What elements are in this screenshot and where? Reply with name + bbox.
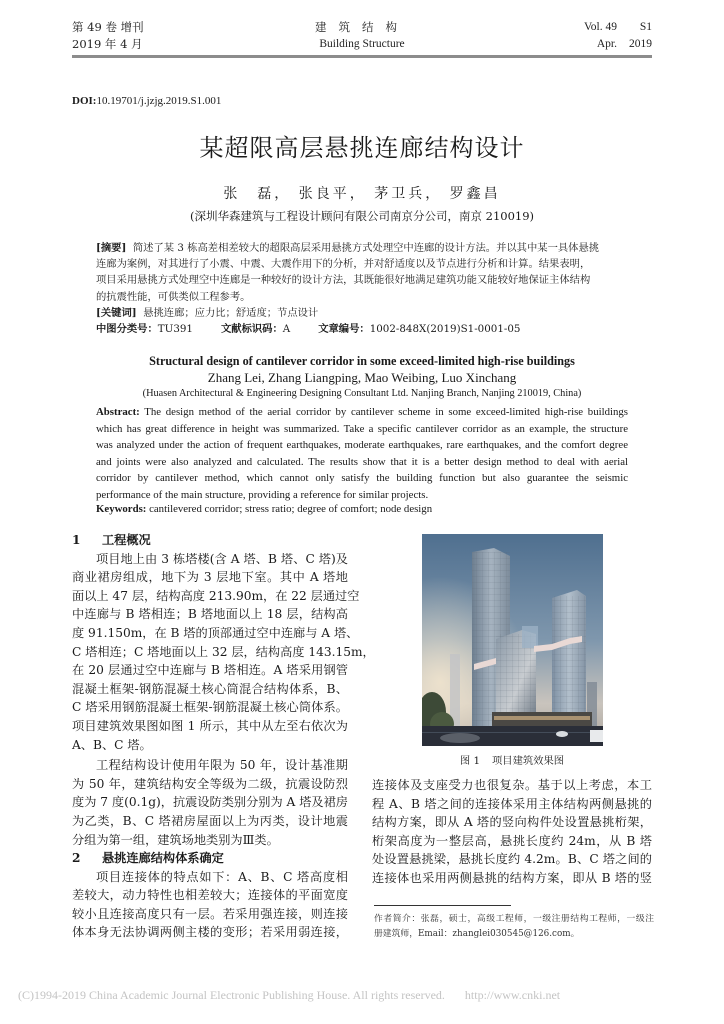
- abstract-cn-label: [摘要]: [96, 242, 127, 254]
- keywords-en-label: Keywords:: [96, 503, 147, 515]
- figure-number: 图 1: [459, 755, 481, 767]
- body-line: 桁架高度为一整层高，悬挑长度约 24m，从 B 塔: [372, 833, 652, 848]
- body-line: 在 20 层通过空中连廊与 B 塔相连。A 塔采用钢管: [72, 663, 348, 678]
- keywords-cn: [关键词] 悬挑连廊；应力比；舒适度；节点设计: [96, 306, 319, 319]
- journal-name-cn: 建筑结构: [315, 20, 409, 34]
- authors-cn: 张 磊， 张良平， 茅卫兵， 罗鑫昌: [223, 186, 501, 202]
- article-no-label: 文章编号：: [318, 323, 370, 335]
- abstract-cn-line: [摘要] 简述了某 3 栋高差相差较大的超限高层采用悬挑方式处理空中连廊的设计方法。并以其中某一具体悬挑: [96, 242, 600, 254]
- clc-value: TU391: [157, 323, 193, 335]
- body-line: 工程结构设计使用年限为 50 年，设计基准期: [96, 758, 348, 773]
- figure-caption: [372, 752, 652, 767]
- building-rendering-image: [422, 534, 603, 746]
- body-line: 体本身无法协调两侧主楼的变形；若采用弱连接，: [72, 925, 348, 940]
- section-heading-1: 1 工程概况: [72, 533, 151, 547]
- volume-issue-cn: 第 49 卷 增刊: [72, 20, 144, 34]
- body-line: 项目建筑效果图如图 1 所示，其中从左至右依次为: [72, 718, 348, 733]
- body-line: 为 50 年，建筑结构安全等级为二级，抗震设防烈: [72, 776, 348, 791]
- volume-en: Vol. 49: [583, 21, 617, 33]
- body-line: A、B、C 塔。: [72, 737, 152, 752]
- body-line: 分组为第一组，建筑场地类别为Ⅲ类。: [72, 832, 279, 847]
- running-header-right: [557, 19, 652, 53]
- cnki-link[interactable]: http://www.cnki.net: [464, 988, 561, 1002]
- body-line: 商业裙房组成，地下为 3 层地下室。其中 A 塔地: [72, 570, 348, 585]
- body-line: 较小且连接高度只有一层。若采用强连接，则连接: [72, 906, 348, 921]
- article-no-value: 1002-848X(2019)S1-0001-05: [369, 323, 521, 335]
- abstract-en-line: which has great difference in height was summarized. Take a specific cantilever corridor as an example, the structure: [96, 422, 628, 435]
- authors-en: Zhang Lei, Zhang Liangping, Mao Weibing, Luo Xinchang: [207, 370, 517, 385]
- affiliation-cn: (深圳华森建筑与工程设计顾问有限公司南京分公司，南京 210019): [189, 209, 535, 223]
- body-line: 连接体及支座受力也很复杂。基于以上考虑，本工: [372, 778, 652, 792]
- body-line: C 塔相连；C 塔地面以上 32 层，结构高度 143.15m，: [72, 644, 375, 659]
- classification-line: [96, 320, 520, 335]
- abstract-en-label: Abstract:: [96, 406, 140, 418]
- paper-title-en: Structural design of cantilever corridor in some exceed-limited high-rise buildings: [149, 354, 575, 368]
- abstract-cn-line: 连廊为案例，对其进行了小震、中震、大震作用下的分析，并对舒适度以及节点进行分析和计算。结果表明，: [96, 258, 591, 271]
- body-line: 为乙类，B、C 塔裙房屋面以上为丙类，设计地震: [72, 813, 348, 828]
- year-en: 2019: [629, 38, 652, 50]
- body-line: 处设置悬挑梁，悬挑长度约 4.2m。B、C 塔之间的: [372, 852, 652, 867]
- author-footnote: [374, 912, 654, 942]
- clc-label: 中图分类号：: [96, 323, 158, 335]
- doc-code-label: 文献标识码：: [220, 323, 283, 335]
- body-column-left: [72, 531, 375, 942]
- footnote-line: 册建筑师，Email：zhanglei030545@126.com。: [374, 929, 580, 939]
- header-rule: [72, 55, 652, 58]
- body-line: 面以上 47 层，结构高度 213.90m，在 22 层通过空: [72, 588, 360, 603]
- body-line: 项目地上由 3 栋塔楼(含 A 塔、B 塔、C 塔)及: [96, 551, 348, 566]
- figure-caption-text: 项目建筑效果图: [492, 755, 565, 767]
- body-line: 中连廊与 B 塔相连；B 塔地面以上 18 层，结构高: [72, 607, 348, 622]
- section-heading-2: 2 悬挑连廊结构体系确定: [72, 851, 224, 866]
- figure-building-rendering: [422, 534, 603, 746]
- affiliation-en: (Huasen Architectural & Engineering Designing Consultant Ltd. Nanjing Branch, Nanjing 210019, China): [142, 388, 582, 399]
- body-line: 程 A、B 塔之间的连接体采用主体结构两侧悬挑的: [372, 796, 652, 811]
- keywords-en: [96, 503, 432, 515]
- abstract-en-line: corridor by cantilever method, which cannot only satisfy the building function but also guarantee the seismic: [96, 472, 628, 485]
- footnote-rule: [374, 905, 511, 906]
- body-line: C 塔采用钢筋混凝土框架-钢筋混凝土核心筒体系。: [72, 700, 348, 715]
- abstract-cn-line: 的抗震性能，可供类似工程参考。: [96, 290, 251, 303]
- copyright-text: (C)1994-2019 China Academic Journal Electronic Publishing House. All rights reserved.: [18, 988, 445, 1002]
- month-en: Apr.: [596, 38, 617, 50]
- doi-link[interactable]: 10.19701/j.jzjg.2019.S1.001: [96, 95, 222, 107]
- doi-label: DOI:: [72, 95, 97, 107]
- paper-title-cn: 某超限高层悬挑连廊结构设计: [199, 134, 525, 162]
- abstract-en: [96, 404, 628, 504]
- body-line: 度 91.150m，在 B 塔的顶部通过空中连廊与 A 塔、: [72, 625, 359, 640]
- abstract-en-line: and joints were also analyzed and calculated. The results show that it is a better design method to deal with aerial: [96, 455, 628, 468]
- footnote-line: 作者简介：张磊，硕士，高级工程师，一级注册结构工程师，一级注: [374, 914, 654, 924]
- abstract-cn-line: 项目采用悬挑方式处理空中连廊是一种较好的设计方法，其既能很好地满足建筑功能又能较好地保证主体结构: [96, 274, 591, 287]
- keywords-cn-label: [关键词]: [96, 306, 137, 319]
- body-line: 混凝土框架-钢筋混凝土核心筒混合结构体系，B、: [72, 681, 348, 696]
- journal-name-en: Building Structure: [319, 38, 405, 50]
- copyright-watermark: [18, 988, 560, 1003]
- abstract-en-line: was analyzed under the action of frequent earthquakes, moderate earthquakes, rare earthquakes, and the comfort degree: [96, 439, 628, 452]
- body-line: 度为 7 度(0.1g)，抗震设防类别分别为 A 塔及裙房: [72, 795, 348, 810]
- body-line: 结构方案，即从 A 塔的竖向构件处设置悬挑桁架，: [372, 815, 652, 830]
- body-line: 差较大，动力特性也相差较大；连接体的平面宽度: [72, 888, 348, 903]
- abstract-cn: [96, 240, 628, 321]
- date-cn: 2019 年 4 月: [72, 37, 143, 51]
- abstract-en-line: performance of the main structure, providing a reference for similar projects.: [96, 488, 429, 501]
- issue-en: S1: [639, 21, 652, 33]
- body-line: 项目连接体的特点如下：A、B、C 塔高度相: [96, 869, 348, 884]
- doc-code-value: A: [282, 323, 291, 335]
- keywords-en-value: cantilevered corridor; stress ratio; degree of comfort; node design: [149, 503, 433, 515]
- body-column-right: [372, 776, 652, 888]
- doi: [72, 95, 221, 107]
- abstract-en-line: Abstract: The design method of the aerial corridor by cantilever scheme in some exceed-limited high-rise buildings: [96, 406, 628, 418]
- body-line: 连接体也采用两侧悬挑的结构方案，即从 B 塔的竖: [372, 870, 652, 885]
